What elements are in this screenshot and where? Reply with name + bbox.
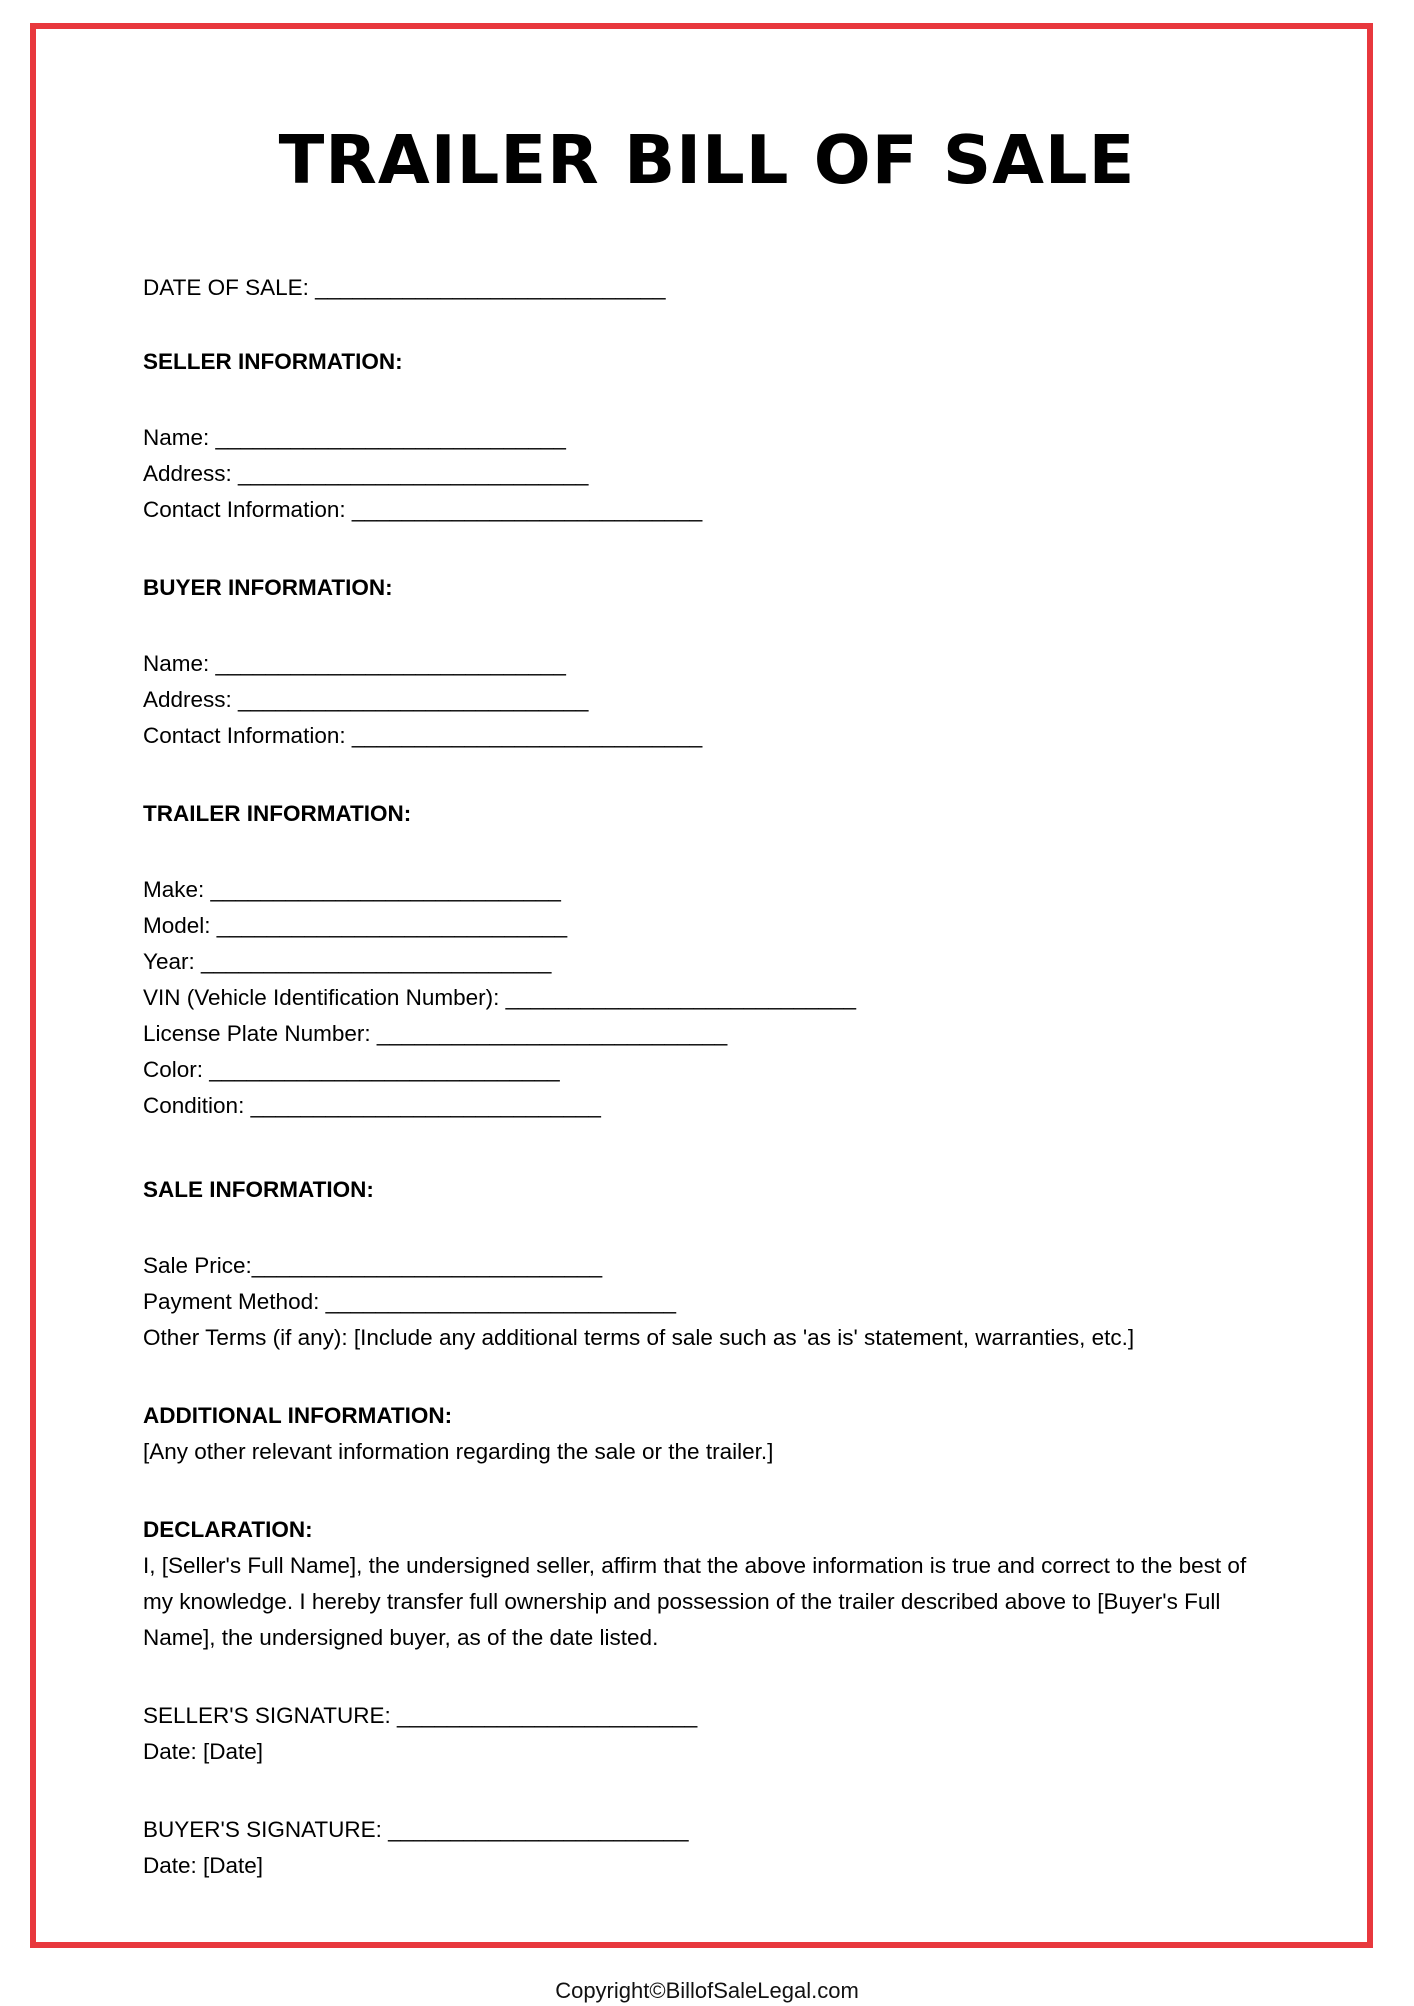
- form-content: [143, 270, 1273, 1884]
- trailer-model-field[interactable]: Model: ____________________________: [143, 913, 568, 938]
- sale-heading: SALE INFORMATION:: [143, 1177, 374, 1202]
- buyer-heading: BUYER INFORMATION:: [143, 575, 393, 600]
- seller-signature-field[interactable]: SELLER'S SIGNATURE: ________________________: [143, 1703, 698, 1728]
- copyright-footer: Copyright©BillofSaleLegal.com: [555, 1978, 859, 2003]
- date-of-sale-field[interactable]: DATE OF SALE: ____________________________: [143, 275, 666, 300]
- declaration-heading: DECLARATION:: [143, 1517, 313, 1542]
- sale-price-field[interactable]: Sale Price:____________________________: [143, 1253, 603, 1278]
- additional-heading: ADDITIONAL INFORMATION:: [143, 1403, 453, 1428]
- document-title: TRAILER BILL OF SALE: [278, 121, 1136, 199]
- trailer-vin-field[interactable]: VIN (Vehicle Identification Number): ____________________________: [143, 985, 857, 1010]
- buyer-date-field[interactable]: Date: [Date]: [143, 1853, 264, 1878]
- payment-method-field[interactable]: Payment Method: ____________________________: [143, 1289, 676, 1314]
- buyer-contact-field[interactable]: Contact Information: ____________________________: [143, 723, 703, 748]
- seller-date-field[interactable]: Date: [Date]: [143, 1739, 264, 1764]
- trailer-make-field[interactable]: Make: ____________________________: [143, 877, 561, 902]
- buyer-signature-field[interactable]: BUYER'S SIGNATURE: ________________________: [143, 1817, 689, 1842]
- trailer-heading: TRAILER INFORMATION:: [143, 801, 412, 826]
- declaration-text: I, [Seller's Full Name], the undersigned seller, affirm that the above information is true and correct to the best of my knowledge. I hereby transfer full ownership and possession of the trailer described above to [Buyer's Full Name], the undersigned buyer, as of the date listed.: [143, 1553, 1247, 1650]
- buyer-name-field[interactable]: Name: ____________________________: [143, 651, 566, 676]
- seller-name-field[interactable]: Name: ____________________________: [143, 425, 566, 450]
- buyer-address-field[interactable]: Address: ____________________________: [143, 687, 589, 712]
- other-terms-text: Other Terms (if any): [Include any additional terms of sale such as 'as is' statement, warranties, etc.]: [143, 1325, 1135, 1350]
- additional-text: [Any other relevant information regarding the sale or the trailer.]: [143, 1439, 774, 1464]
- seller-contact-field[interactable]: Contact Information: ____________________________: [143, 497, 703, 522]
- trailer-condition-field[interactable]: Condition: ____________________________: [143, 1093, 601, 1118]
- trailer-year-field[interactable]: Year: ____________________________: [143, 949, 552, 974]
- seller-address-field[interactable]: Address: ____________________________: [143, 461, 589, 486]
- trailer-plate-field[interactable]: License Plate Number: ____________________________: [143, 1021, 728, 1046]
- trailer-color-field[interactable]: Color: ____________________________: [143, 1057, 560, 1082]
- seller-heading: SELLER INFORMATION:: [143, 349, 403, 374]
